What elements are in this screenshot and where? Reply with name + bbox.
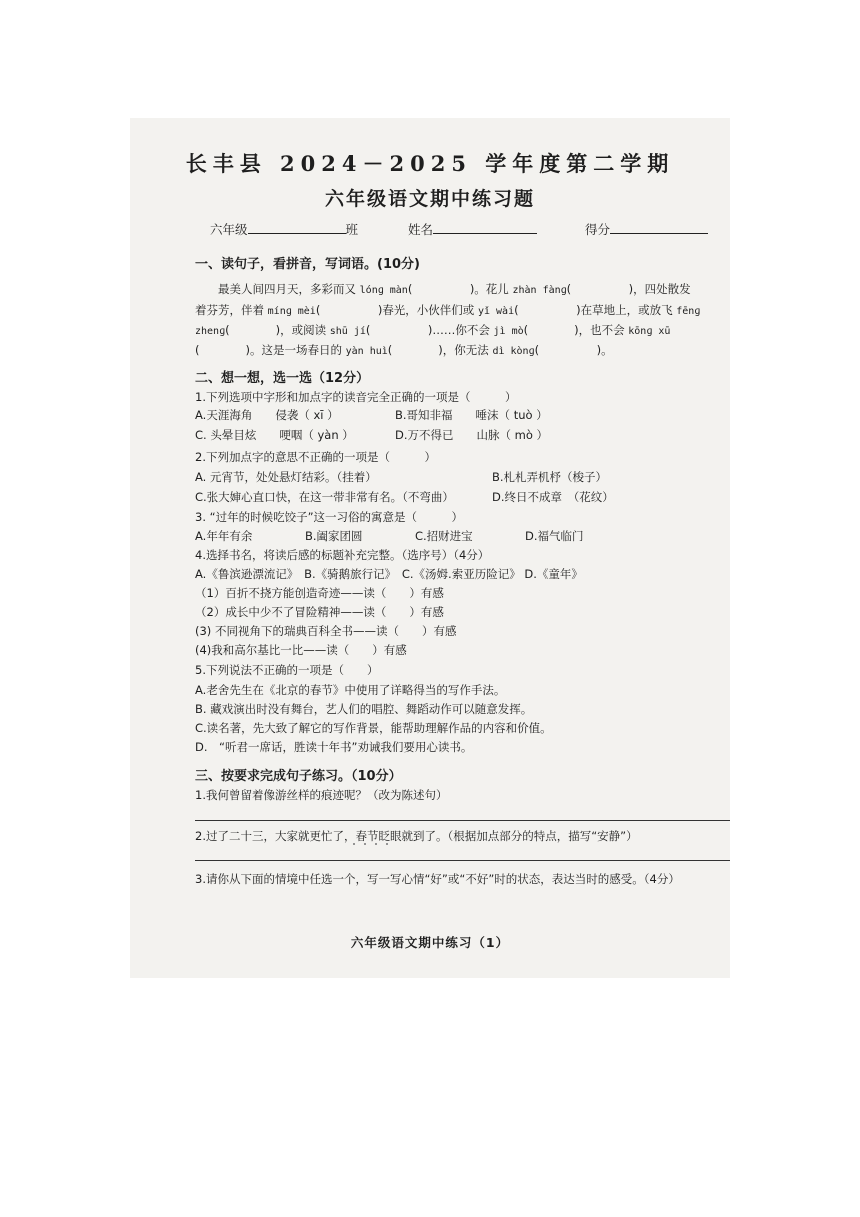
option-2-3-c: C.招财进宝 — [415, 529, 473, 543]
page-footer: 六年级语文期中练习（1） — [350, 935, 510, 950]
option-2-3-b: B.阖家团圆 — [305, 529, 363, 543]
question-2-4-3: (3) 不同视角下的瑞典百科全书——读（ ）有感 — [195, 624, 457, 638]
question-3-3: 3.请你从下面的情境中任选一个，写一写心情“好”或“不好”时的状态，表达当时的感受。（4分） — [195, 872, 680, 886]
s1-text: 着芬芳，伴着 — [195, 303, 264, 317]
name-blank — [433, 221, 537, 234]
section3-heading: 三、按要求完成句子练习。（10分） — [195, 769, 402, 784]
answer-line — [195, 860, 730, 861]
pinyin: dì kònɡ — [492, 346, 535, 357]
pinyin: yǐ wài — [477, 306, 515, 317]
pinyin: zhàn fànɡ — [512, 285, 567, 296]
question-3-1: 1.我何曾留着像游丝样的痕迹呢？（改为陈述句） — [195, 788, 448, 802]
option-2-1-b: B.哥知非福 唾沫（ tuò ） — [395, 408, 548, 422]
class-label: 班 — [345, 222, 359, 237]
book-options: A.《鲁滨逊漂流记》 B.《骑鹅旅行记》 C.《汤姆.索亚历险记》 D.《童年》 — [195, 567, 583, 581]
question-2-1: 1.下列选项中字形和加点字的读音完全正确的一项是（ ） — [195, 390, 517, 404]
option-2-5-b: B. 藏戏演出时没有舞台，艺人们的唱腔、舞蹈动作可以随意发挥。 — [195, 702, 533, 716]
section2-heading: 二、想一想，选一选（12分） — [195, 371, 370, 386]
pinyin: kōnɡ xū — [628, 326, 671, 337]
option-2-1-a: A.天涯海角 侵袭（ xī ） — [195, 408, 339, 422]
answer-line — [195, 820, 730, 821]
pinyin: jì mò — [493, 326, 524, 337]
exam-subtitle: 六年级语文期中练习题 — [324, 188, 535, 210]
question-2-2: 2.下列加点字的意思不正确的一项是（ ） — [195, 450, 436, 464]
option-2-2-d: D.终日不成章 （花纹） — [492, 490, 614, 504]
exam-title: 长丰县 2024－2025 学年度第二学期 — [185, 151, 675, 176]
score-label: 得分 — [585, 222, 611, 237]
name-field — [408, 220, 537, 238]
score-blank — [610, 221, 708, 234]
score-field — [585, 220, 708, 238]
section1-heading: 一、读句子，看拼音，写词语。(10分) — [195, 257, 420, 272]
grade-label: 六年级 — [210, 222, 248, 237]
s1-text: ( )春光，小伙伴们或 — [315, 303, 475, 317]
s1-text: ( )在草地上，或放飞 — [514, 303, 673, 317]
option-2-2-b: B.札札弄机杼（梭子） — [492, 470, 608, 484]
question-2-4-2: （2）成长中少不了冒险精神——读（ ）有感 — [195, 605, 444, 619]
s1-line1 — [218, 281, 691, 297]
pinyin: zhenɡ — [195, 326, 226, 337]
option-2-3-a: A.年年有余 — [195, 529, 253, 543]
emphasis-dot — [364, 843, 366, 845]
name-label: 姓名 — [408, 222, 434, 237]
s1-text: ( )，你无法 — [387, 343, 489, 357]
emphasis-dot — [375, 843, 377, 845]
option-2-5-d: D. “听君一席话，胜读十年书”劝诫我们要用心读书。 — [195, 740, 473, 754]
emphasis-dot — [353, 843, 355, 845]
emphasis-dot — [386, 843, 388, 845]
question-2-4-1: （1）百折不挠方能创造奇迹——读（ ）有感 — [195, 586, 444, 600]
s1-text: ( )，四处散发 — [566, 282, 691, 296]
s1-line3 — [195, 322, 670, 338]
s1-text: ( )。花儿 — [407, 282, 509, 296]
option-2-2-c: C.张大婶心直口快，在这一带非常有名。（不弯曲） — [195, 490, 454, 504]
option-2-5-c: C.读名著，先大致了解它的写作背景，能帮助理解作品的内容和价值。 — [195, 721, 552, 735]
s1-line4 — [195, 342, 613, 358]
question-3-2: 2.过了二十三，大家就更忙了，春节眨眼就到了。（根据加点部分的特点，描写“安静”） — [195, 829, 638, 843]
grade-blank — [248, 221, 346, 234]
s1-text: ( )，或阅读 — [225, 323, 327, 337]
pinyin: shū jí — [329, 326, 366, 337]
s1-text: ( )……你不会 — [365, 323, 490, 337]
s1-text: ( )。这是一场春日的 — [195, 343, 342, 357]
s1-line2 — [195, 302, 700, 318]
question-2-5: 5.下列说法不正确的一项是（ ） — [195, 663, 379, 677]
s1-text: ( )，也不会 — [523, 323, 625, 337]
question-2-4-4: (4)我和高尔基比一比——读（ ）有感 — [195, 643, 407, 657]
pinyin: mínɡ mèi — [267, 306, 316, 317]
s1-text: 最美人间四月天，多彩而又 — [218, 282, 356, 296]
pinyin: fēnɡ — [676, 306, 701, 317]
question-2-4: 4.选择书名，将读后感的标题补充完整。（选序号）（4分） — [195, 548, 490, 562]
option-2-5-a: A.老舍先生在《北京的春节》中使用了详略得当的写作手法。 — [195, 683, 506, 697]
option-2-1-c: C. 头晕目炫 哽咽（ yàn ） — [195, 428, 354, 442]
option-2-2-a: A. 元宵节，处处悬灯结彩。（挂着） — [195, 470, 377, 484]
pinyin: lónɡ màn — [359, 285, 408, 296]
option-2-1-d: D.万不得已 山脉（ mò ） — [395, 428, 549, 442]
question-2-3: 3. “过年的时候吃饺子”这一习俗的寓意是（ ） — [195, 510, 464, 524]
option-2-3-d: D.福气临门 — [525, 529, 584, 543]
grade-field — [210, 220, 358, 238]
pinyin: yàn huì — [345, 346, 388, 357]
s1-text: ( )。 — [534, 343, 613, 357]
